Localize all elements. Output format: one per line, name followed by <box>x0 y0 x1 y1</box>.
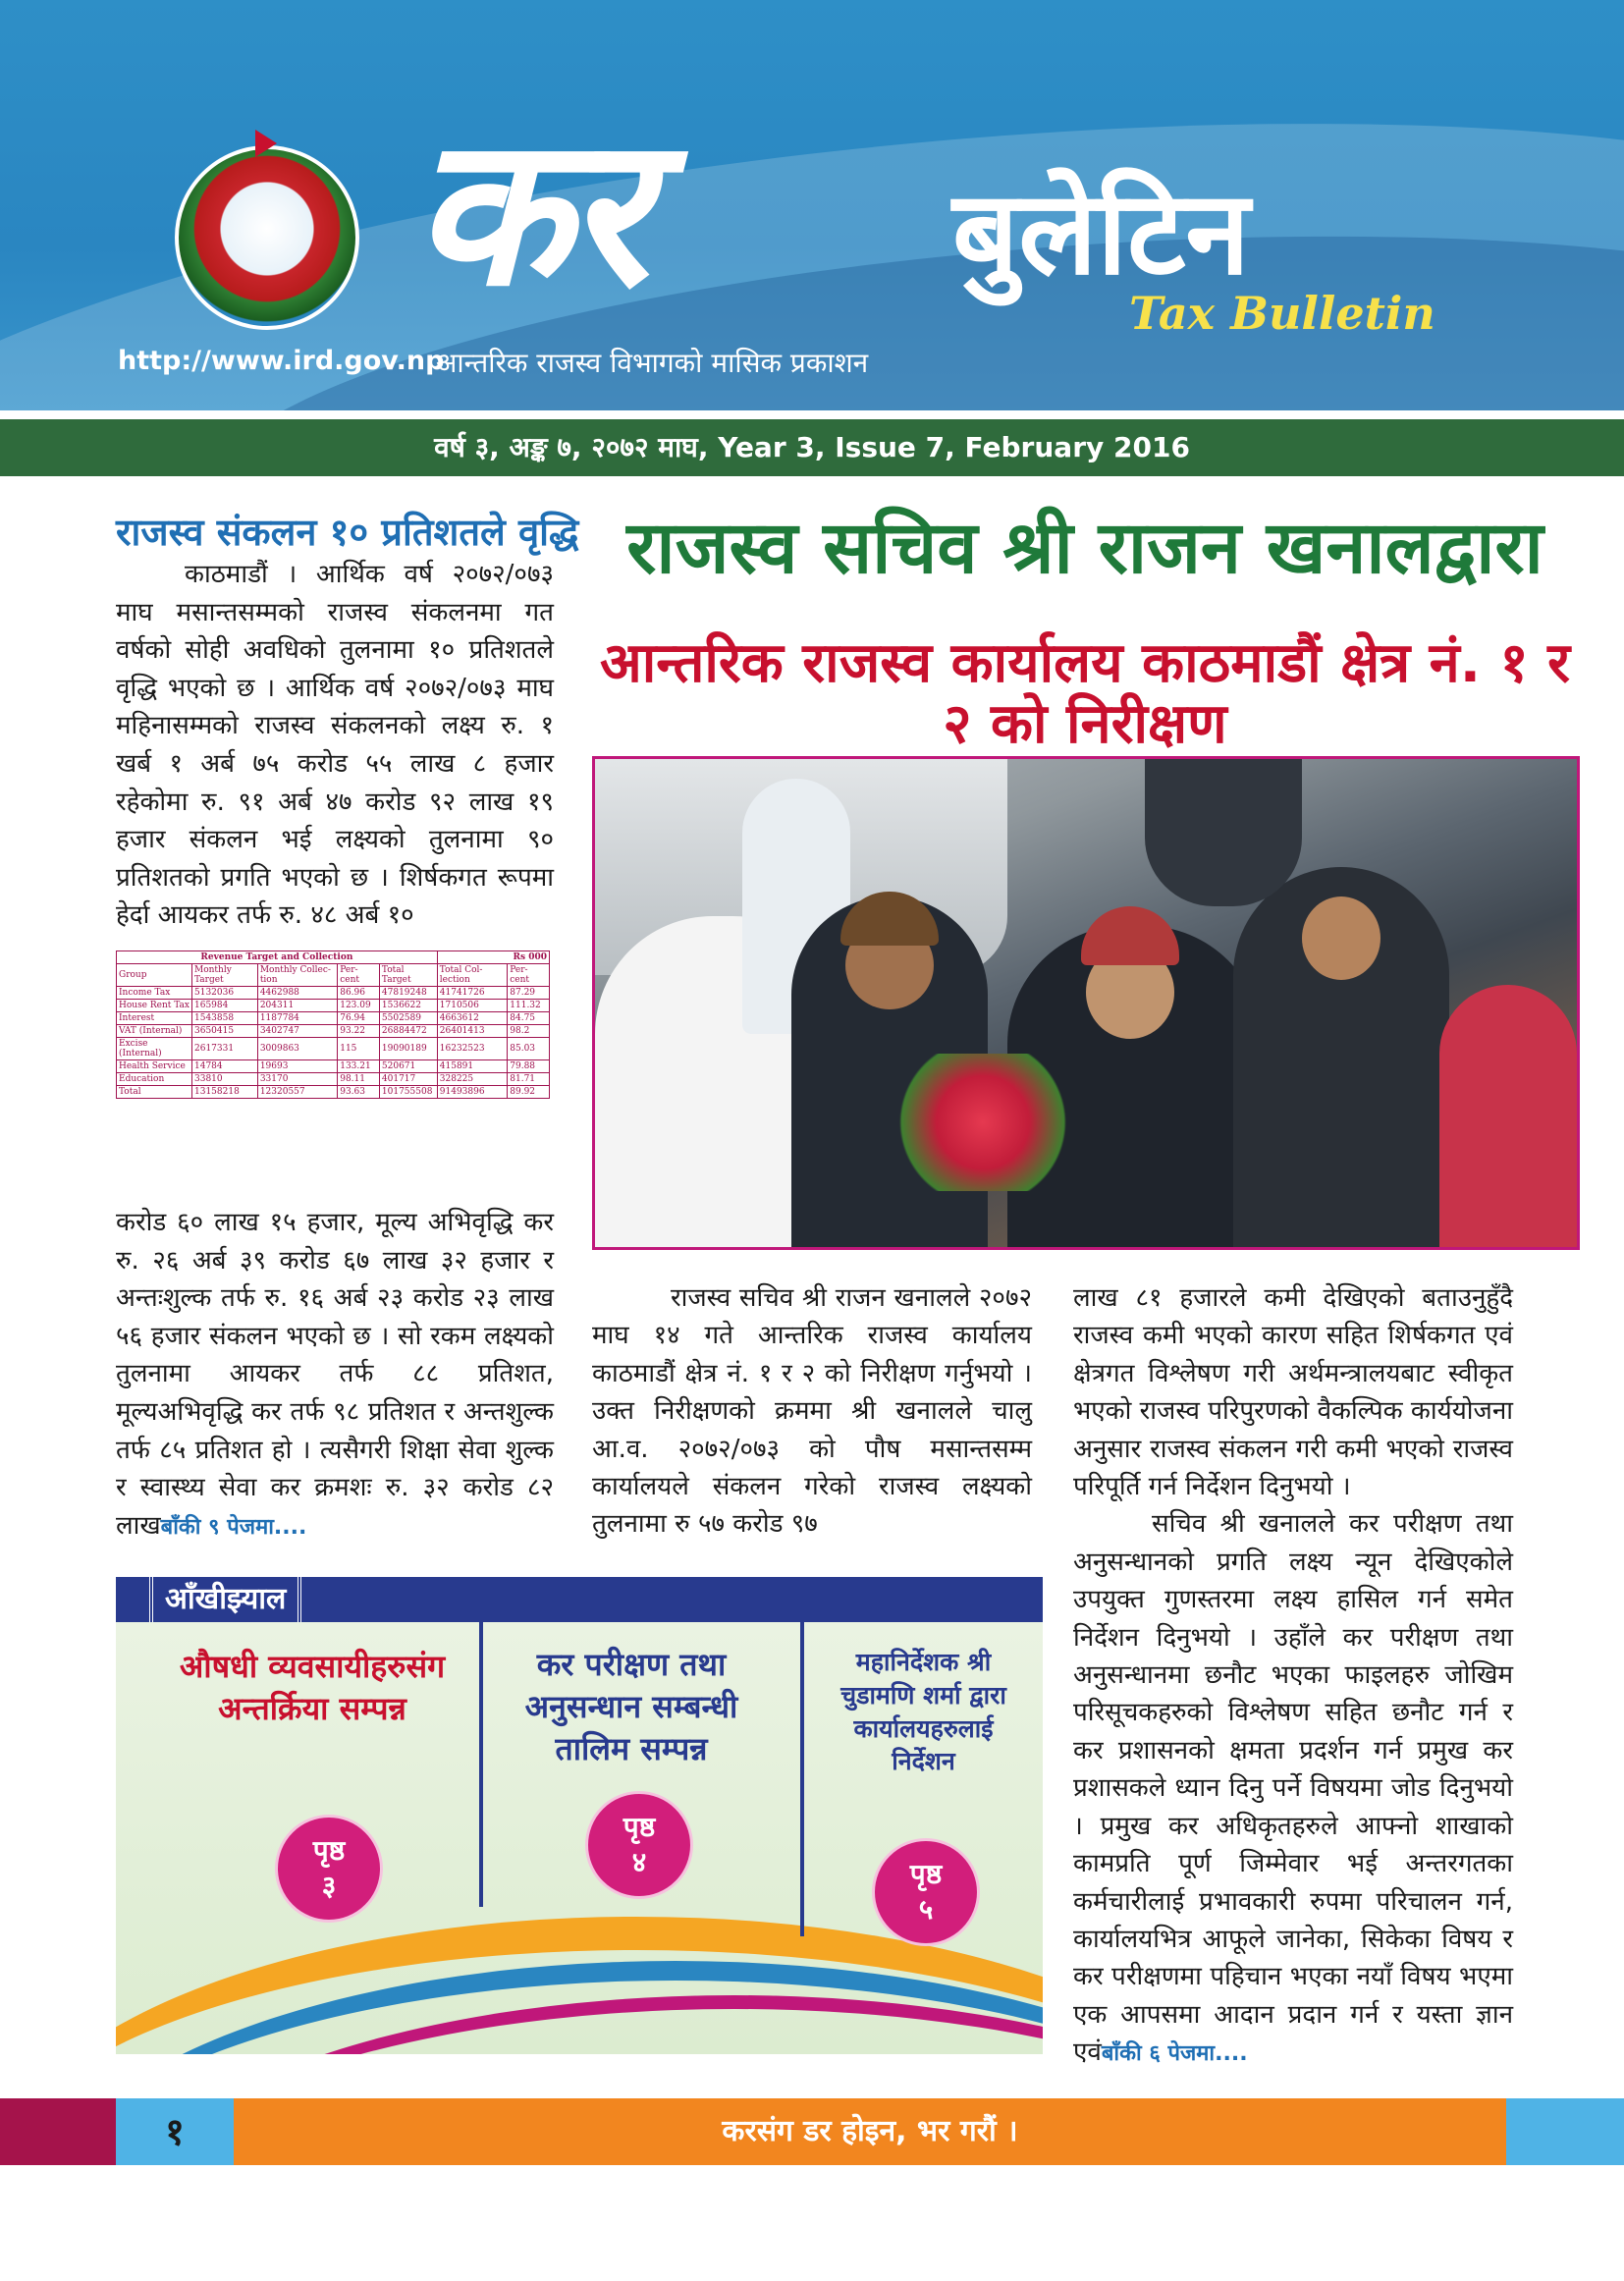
table-cell: 115 <box>338 1038 380 1060</box>
table-cell: 4462988 <box>257 987 337 1000</box>
flag-icon <box>255 130 277 157</box>
table-cell: 47819248 <box>379 987 437 1000</box>
table-cell: 76.94 <box>338 1012 380 1025</box>
table-cell: 101755508 <box>379 1086 437 1099</box>
table-header: Total Col- lection <box>437 964 507 987</box>
table-cell: 89.92 <box>508 1086 550 1099</box>
table-header: Group <box>117 964 192 987</box>
photo-topi2 <box>1081 906 1179 965</box>
table-cell: 98.2 <box>508 1025 550 1038</box>
table-cell: 93.22 <box>338 1025 380 1038</box>
highlight-item-3[interactable]: महानिर्देशक श्री चुडामणि शर्मा द्वारा कार्यालयहरुलाई निर्देशन <box>840 1648 1006 1776</box>
table-row-total <box>117 1086 550 1099</box>
table-cell: Interest <box>117 1012 192 1025</box>
table-header: Total Target <box>379 964 437 987</box>
inspection-photo <box>592 756 1580 1250</box>
table-cell: 33810 <box>192 1073 258 1086</box>
table-caption: Revenue Target and Collection <box>117 951 438 964</box>
table-cell: 84.75 <box>508 1012 550 1025</box>
table-cell: Health Service <box>117 1060 192 1073</box>
main-subheadline: आन्तरिक राजस्व कार्यालय काठमाडौं क्षेत्र नं. १ र २ को निरीक्षण <box>599 631 1571 756</box>
photo-face3 <box>1302 896 1380 980</box>
table-cell: 415891 <box>437 1060 507 1073</box>
page-number: १ <box>116 2098 234 2165</box>
table-cell: 98.11 <box>338 1073 380 1086</box>
table-cell: 401717 <box>379 1073 437 1086</box>
table-cell: 79.88 <box>508 1060 550 1073</box>
left-article-text-top <box>116 556 554 935</box>
issue-banner: वर्ष ३, अङ्क ७, २०७२ माघ, Year 3, Issue 7, February 2016 <box>0 419 1624 476</box>
revenue-table <box>116 950 550 1099</box>
left-article-para1: काठमाडौं । आर्थिक वर्ष २०७२/०७३ माघ मसान्तसम्मको राजस्व संकलनमा गत वर्षको सोही अवधिको तुलनामा १० प्रतिशतले वृद्धि भएको छ । आर्थिक वर्ष २०७२/०७३ माघ महिनासम्मको राजस्व संकलनको लक्ष्य रु. १ खर्ब १ अर्ब ७५ करोड ५५ लाख ८ हजार रहेकोमा रु. ९१ अर्ब ४७ करोड ९२ लाख १९ हजार संकलन भई लक्ष्यको तुलनामा ९० प्रतिशतको प्रगति भएको छ । शिर्षकगत रूपमा हेर्दा आयकर तर्फ रु. ४८ अर्ब १० <box>116 560 554 931</box>
table-header: Monthly Target <box>192 964 258 987</box>
masthead-title-english: Tax Bulletin <box>1129 287 1435 340</box>
photo-person-red <box>1439 985 1577 1250</box>
main-article-col2 <box>1073 1279 1513 2074</box>
photo-person-top <box>1145 759 1302 906</box>
table-cell: 2617331 <box>192 1038 258 1060</box>
highlights-title: आँखीझ्याल <box>149 1577 301 1622</box>
table-cell: 81.71 <box>508 1073 550 1086</box>
badge-label: पृष्ठ <box>623 1810 656 1843</box>
table-cell: 5502589 <box>379 1012 437 1025</box>
table-cell: 12320557 <box>257 1086 337 1099</box>
table-header: Per- cent <box>338 964 380 987</box>
badge-number: ५ <box>918 1893 934 1926</box>
left-article-text-bottom <box>116 1204 554 1547</box>
table-cell: 33170 <box>257 1073 337 1086</box>
table-cell: 165984 <box>192 1000 258 1012</box>
website-link[interactable]: http://www.ird.gov.np <box>118 346 445 376</box>
table-cell: 3650415 <box>192 1025 258 1038</box>
table-cell: Education <box>117 1073 192 1086</box>
table-cell: 13158218 <box>192 1086 258 1099</box>
footer-block-magenta <box>0 2098 116 2165</box>
page-badge-2[interactable] <box>585 1791 693 1899</box>
table-cell: 86.96 <box>338 987 380 1000</box>
table-cell: 123.09 <box>338 1000 380 1012</box>
table-cell: 26401413 <box>437 1025 507 1038</box>
table-cell: Total <box>117 1086 192 1099</box>
table-cell: 1536622 <box>379 1000 437 1012</box>
table-cell: 1187784 <box>257 1012 337 1025</box>
table-cell: 85.03 <box>508 1038 550 1060</box>
table-cell: 16232523 <box>437 1038 507 1060</box>
table-cell: 1543858 <box>192 1012 258 1025</box>
left-article-para2: करोड ६० लाख १५ हजार, मूल्य अभिवृद्धि कर रु. २६ अर्ब ३९ करोड ६७ लाख ३२ हजार र अन्तःशुल्क तर्फ रु. १६ अर्ब २३ करोड २३ लाख ५६ हजार संकलन भएको छ । सो रकम लक्ष्यको तुलनामा आयकर तर्फ ८८ प्रतिशत, मूल्यअभिवृद्धि कर तर्फ ९८ प्रतिशत र अन्तशुल्क तर्फ ८५ प्रतिशत हो । त्यसैगरी शिक्षा सेवा शुल्क र स्वास्थ्य सेवा कर क्रमशः रु. ३२ करोड ८२ लाख <box>116 1208 554 1541</box>
table-cell: 133.21 <box>338 1060 380 1073</box>
table-header-row <box>117 964 550 987</box>
table-cell: 4663612 <box>437 1012 507 1025</box>
table-cell: 3402747 <box>257 1025 337 1038</box>
table-row <box>117 1025 550 1038</box>
badge-number: ३ <box>321 1870 337 1902</box>
table-cell: 26884472 <box>379 1025 437 1038</box>
table-cell: 1710506 <box>437 1000 507 1012</box>
highlights-box <box>116 1622 1043 2054</box>
continued-link[interactable]: बाँकी ९ पेजमा.... <box>160 1514 307 1540</box>
badge-label: पृष्ठ <box>909 1857 943 1890</box>
table-header: Per- cent <box>508 964 550 987</box>
page-badge-3[interactable] <box>872 1838 980 1946</box>
table-cell: 91493896 <box>437 1086 507 1099</box>
footer-slogan: करसंग डर होइन, भर गरौं । <box>234 2098 1506 2165</box>
table-cell: Income Tax <box>117 987 192 1000</box>
table-row <box>117 1073 550 1086</box>
nepal-emblem-icon <box>175 145 359 330</box>
badge-label: पृष्ठ <box>312 1833 346 1867</box>
continued-link[interactable]: बाँकी ६ पेजमा.... <box>1101 2041 1248 2067</box>
table-cell: 14784 <box>192 1060 258 1073</box>
table-header: Monthly Collec- tion <box>257 964 337 987</box>
badge-number: ४ <box>631 1846 647 1878</box>
page-badge-1[interactable] <box>275 1815 383 1923</box>
table-cell: 328225 <box>437 1073 507 1086</box>
left-article-headline: राजस्व संकलन १० प्रतिशतले वृद्धि <box>116 511 579 554</box>
main-article-para1: राजस्व सचिव श्री राजन खनालले २०७२ माघ १४ गते आन्तरिक राजस्व कार्यालय काठमाडौं क्षेत्र नं. १ र २ को निरीक्षण गर्नुभयो । उक्त निरीक्षणको क्रममा श्री खनालले चालु आ.व. २०७२/०७३ को पौष मसान्तसम्म कार्यालयले संकलन गरेको राजस्व लक्ष्यको तुलनामा रु ५७ करोड ९७ <box>592 1283 1032 1540</box>
highlight-item-1[interactable]: औषधी व्यवसायीहरुसंग अन्तर्क्रिया सम्पन्न <box>179 1648 446 1728</box>
table-unit: Rs 000 <box>437 951 549 964</box>
table-cell: 3009863 <box>257 1038 337 1060</box>
highlight-item-2[interactable]: कर परीक्षण तथा अनुसन्धान सम्बन्धी तालिम सम्पन्न <box>524 1646 738 1768</box>
main-article-para3: सचिव श्री खनालले कर परीक्षण तथा अनुसन्धानको प्रगति लक्ष्य न्यून देखिएकोले उपयुक्त गुणस्तरमा लक्ष्य हासिल गर्न समेत निर्देशन दिनुभयो । उहाँले कर परीक्षण तथा अनुसन्धानमा छनौट भएका फाइलहरु जोखिम परिसूचकहरुको विश्लेषण सहित छनौट गर्न र कर प्रशासनको क्षमता प्रदर्शन गर्न प्रमुख कर प्रशासकले ध्यान दिनु पर्ने विषयमा जोड दिनुभयो । प्रमुख कर अधिकृतहरुले आफ्नो शाखाको कामप्रति पूर्ण जिम्मेवार भई अन्तरगतका कर्मचारीलाई प्रभावकारी रुपमा परिचालन गर्न, कार्यालयभित्र आफूले जानेका, सिकेका विषय र कर परीक्षणमा पहिचान भएका नयाँ विषय भएमा एक आपसमा आदान प्रदान गर्न र यस्ता ज्ञान एवं <box>1073 1509 1513 2068</box>
table-cell: 19693 <box>257 1060 337 1073</box>
masthead-title-bulletin: बुलेटिन <box>952 164 1250 300</box>
main-article-col1 <box>592 1279 1032 1544</box>
table-cell: 5132036 <box>192 987 258 1000</box>
table-cell: House Rent Tax <box>117 1000 192 1012</box>
table-cell: 111.32 <box>508 1000 550 1012</box>
table-cell: 93.63 <box>338 1086 380 1099</box>
main-article-para2: लाख ८१ हजारले कमी देखिएको बताउनुहुँदै राजस्व कमी भएको कारण सहित शिर्षकगत एवं क्षेत्रगत विश्लेषण गरी अर्थमन्त्रालयबाट स्वीकृत भएको राजस्व परिपुरणको वैकल्पिक कार्ययोजना अनुसार राजस्व संकलन गरी कमी भएको राजस्व परिपूर्ति गर्न निर्देशन दिनुभयो । <box>1073 1283 1513 1502</box>
masthead-title-kar: कर <box>412 89 644 332</box>
table-cell: Excise (Internal) <box>117 1038 192 1060</box>
table-cell: 87.29 <box>508 987 550 1000</box>
table-row <box>117 1012 550 1025</box>
highlight-divider <box>479 1622 483 1907</box>
footer-block-blue <box>1506 2098 1624 2165</box>
table-row <box>117 1060 550 1073</box>
table-row <box>117 987 550 1000</box>
table-cell: 204311 <box>257 1000 337 1012</box>
table-cell: 19090189 <box>379 1038 437 1060</box>
masthead-tagline: आन्तरिक राजस्व विभागको मासिक प्रकाशन <box>436 347 869 379</box>
main-headline: राजस्व सचिव श्री राजन खनालद्वारा <box>626 506 1543 590</box>
table-cell: 41741726 <box>437 987 507 1000</box>
table-cell: VAT (Internal) <box>117 1025 192 1038</box>
table-row <box>117 1038 550 1060</box>
photo-bouquet <box>890 1054 1076 1191</box>
table-cell: 520671 <box>379 1060 437 1073</box>
highlight-divider <box>800 1622 804 1936</box>
table-row <box>117 1000 550 1012</box>
